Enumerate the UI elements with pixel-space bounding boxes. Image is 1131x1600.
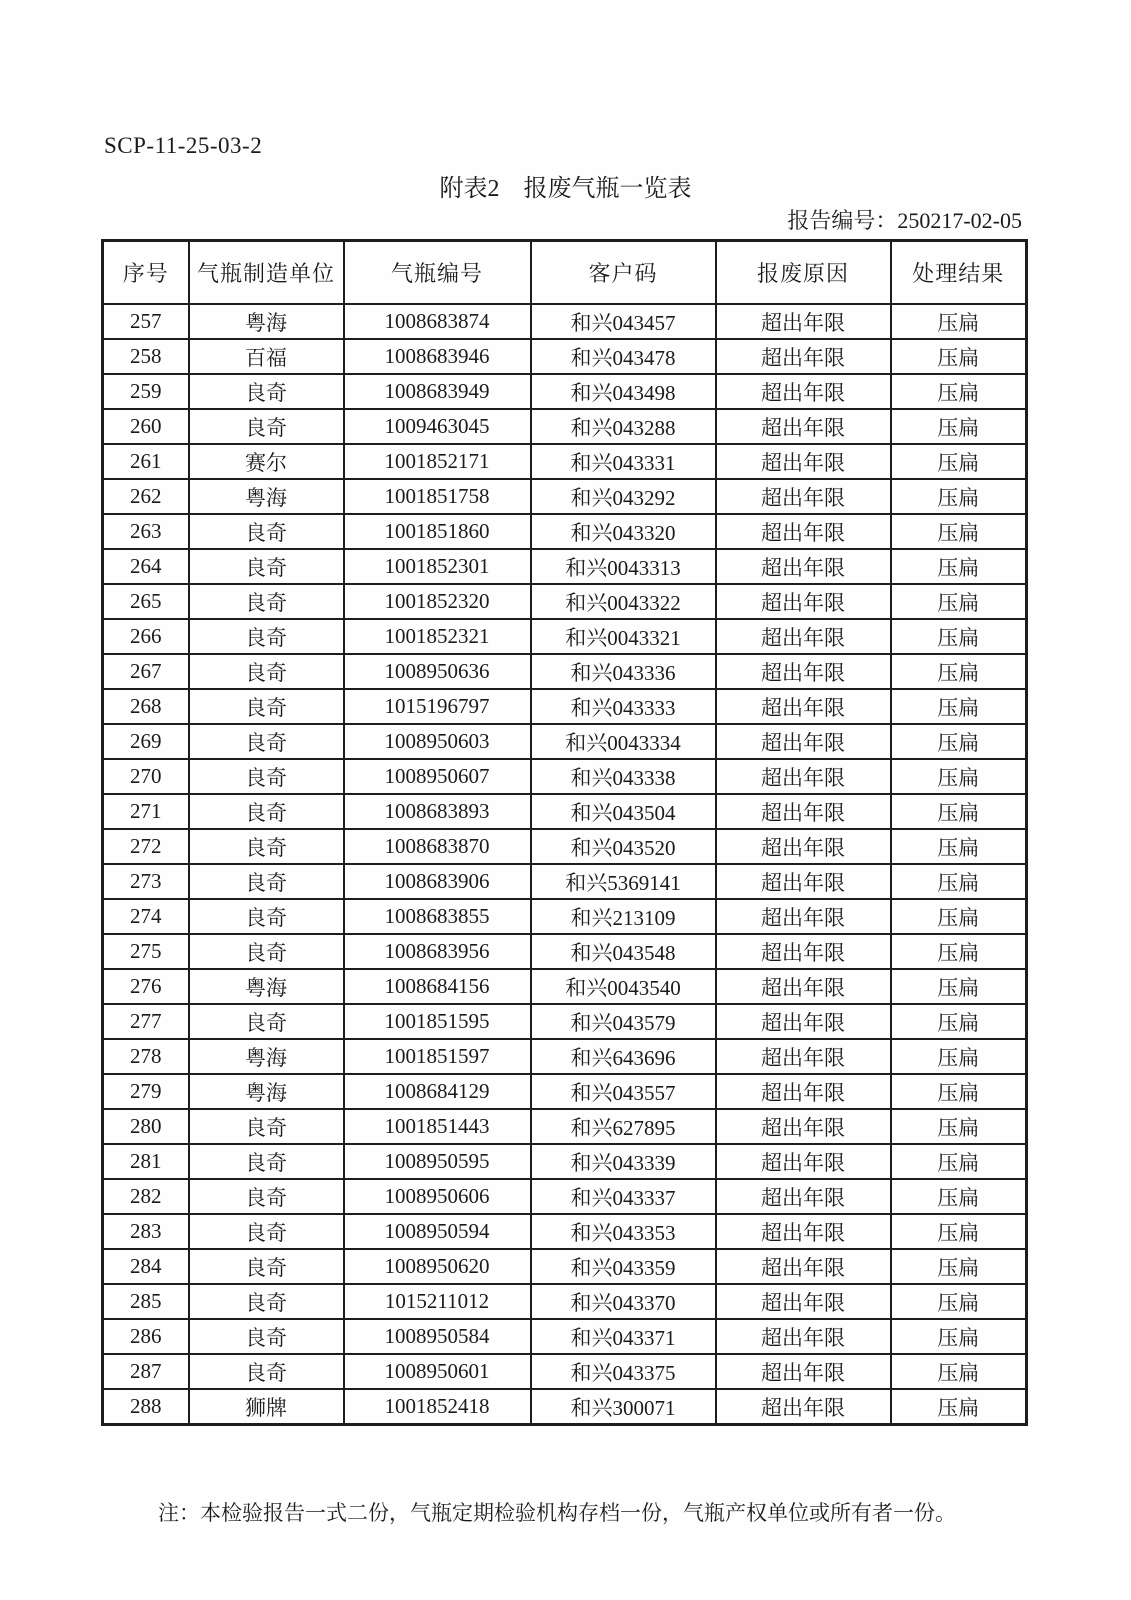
table-header-row	[103, 241, 1027, 305]
table-cell: 压扁	[891, 339, 1027, 374]
table-cell: 超出年限	[716, 1354, 891, 1389]
table-cell: 257	[103, 304, 189, 339]
table-cell: 1008950595	[344, 1144, 531, 1179]
table-cell: 压扁	[891, 1319, 1027, 1354]
table-cell: 良奇	[189, 1319, 344, 1354]
table-cell: 和兴043337	[531, 1179, 716, 1214]
table-cell: 和兴043353	[531, 1214, 716, 1249]
table-body	[103, 304, 1027, 1425]
table-cell: 良奇	[189, 759, 344, 794]
table-cell: 压扁	[891, 584, 1027, 619]
table-cell: 288	[103, 1389, 189, 1425]
table-cell: 和兴043359	[531, 1249, 716, 1284]
table-cell: 287	[103, 1354, 189, 1389]
table-cell: 266	[103, 619, 189, 654]
table-cell: 良奇	[189, 899, 344, 934]
table-row	[103, 899, 1027, 934]
table-cell: 压扁	[891, 759, 1027, 794]
table-cell: 超出年限	[716, 759, 891, 794]
table-cell: 282	[103, 1179, 189, 1214]
table-cell: 压扁	[891, 549, 1027, 584]
table-cell: 压扁	[891, 1249, 1027, 1284]
table-cell: 良奇	[189, 1214, 344, 1249]
table-cell: 1008950620	[344, 1249, 531, 1284]
table-cell: 和兴043498	[531, 374, 716, 409]
table-cell: 和兴0043321	[531, 619, 716, 654]
table-cell: 超出年限	[716, 934, 891, 969]
table-cell: 和兴0043334	[531, 724, 716, 759]
table-cell: 1008683893	[344, 794, 531, 829]
table-cell: 280	[103, 1109, 189, 1144]
table-cell: 良奇	[189, 829, 344, 864]
table-cell: 超出年限	[716, 1319, 891, 1354]
table-cell: 超出年限	[716, 654, 891, 689]
table-cell: 压扁	[891, 794, 1027, 829]
table-cell: 和兴043371	[531, 1319, 716, 1354]
table-cell: 超出年限	[716, 899, 891, 934]
table-cell: 277	[103, 1004, 189, 1039]
table-row	[103, 374, 1027, 409]
table-cell: 和兴0043322	[531, 584, 716, 619]
table-cell: 超出年限	[716, 969, 891, 1004]
table-cell: 278	[103, 1039, 189, 1074]
table-row	[103, 864, 1027, 899]
table-cell: 超出年限	[716, 1389, 891, 1425]
column-header: 报废原因	[716, 241, 891, 305]
table-cell: 压扁	[891, 514, 1027, 549]
table-cell: 超出年限	[716, 1284, 891, 1319]
table-cell: 超出年限	[716, 549, 891, 584]
table-cell: 1008683855	[344, 899, 531, 934]
table-cell: 超出年限	[716, 619, 891, 654]
table-cell: 良奇	[189, 549, 344, 584]
table-row	[103, 1109, 1027, 1144]
table-row	[103, 724, 1027, 759]
table-cell: 和兴627895	[531, 1109, 716, 1144]
table-row	[103, 934, 1027, 969]
report-number-value: 250217-02-05	[897, 208, 1022, 233]
table-row	[103, 1389, 1027, 1425]
table-cell: 良奇	[189, 794, 344, 829]
table-cell: 284	[103, 1249, 189, 1284]
table-cell: 1008950603	[344, 724, 531, 759]
table-cell: 超出年限	[716, 1249, 891, 1284]
table-cell: 压扁	[891, 829, 1027, 864]
table-cell: 285	[103, 1284, 189, 1319]
table-cell: 262	[103, 479, 189, 514]
table-cell: 超出年限	[716, 1004, 891, 1039]
report-number-line	[787, 204, 1022, 235]
table-cell: 261	[103, 444, 189, 479]
table-cell: 超出年限	[716, 794, 891, 829]
footer-note: 注：本检验报告一式二份，气瓶定期检验机构存档一份，气瓶产权单位或所有者一份。	[158, 1501, 956, 1525]
table-cell: 和兴043292	[531, 479, 716, 514]
table-cell: 超出年限	[716, 1074, 891, 1109]
table-row	[103, 1004, 1027, 1039]
table-cell: 1008684156	[344, 969, 531, 1004]
table-cell: 267	[103, 654, 189, 689]
table-cell: 压扁	[891, 724, 1027, 759]
table-cell: 超出年限	[716, 1214, 891, 1249]
table-cell: 1009463045	[344, 409, 531, 444]
table-cell: 良奇	[189, 374, 344, 409]
table-cell: 压扁	[891, 1214, 1027, 1249]
table-cell: 268	[103, 689, 189, 724]
table-cell: 1008683956	[344, 934, 531, 969]
table-cell: 1008684129	[344, 1074, 531, 1109]
table-cell: 1015196797	[344, 689, 531, 724]
table-cell: 1008950594	[344, 1214, 531, 1249]
table-cell: 和兴043457	[531, 304, 716, 339]
table-cell: 压扁	[891, 934, 1027, 969]
table-cell: 压扁	[891, 1179, 1027, 1214]
table-cell: 压扁	[891, 1144, 1027, 1179]
table-cell: 压扁	[891, 969, 1027, 1004]
table-cell: 265	[103, 584, 189, 619]
table-row	[103, 1144, 1027, 1179]
doc-code: SCP-11-25-03-2	[104, 133, 263, 158]
table-cell: 超出年限	[716, 1039, 891, 1074]
table-cell: 275	[103, 934, 189, 969]
table-cell: 和兴0043540	[531, 969, 716, 1004]
table-cell: 超出年限	[716, 374, 891, 409]
table-cell: 1001851860	[344, 514, 531, 549]
table-cell: 超出年限	[716, 1109, 891, 1144]
table-cell: 粤海	[189, 1039, 344, 1074]
table-cell: 压扁	[891, 444, 1027, 479]
table-cell: 和兴043338	[531, 759, 716, 794]
table-cell: 超出年限	[716, 409, 891, 444]
table-row	[103, 1354, 1027, 1389]
table-cell: 283	[103, 1214, 189, 1249]
report-number-label: 报告编号：	[787, 208, 898, 233]
table-cell: 良奇	[189, 1144, 344, 1179]
table-row	[103, 619, 1027, 654]
column-header: 处理结果	[891, 241, 1027, 305]
table-cell: 压扁	[891, 864, 1027, 899]
table-cell: 273	[103, 864, 189, 899]
table-cell: 粤海	[189, 304, 344, 339]
table-cell: 百福	[189, 339, 344, 374]
table-row	[103, 1249, 1027, 1284]
table-row	[103, 759, 1027, 794]
table-cell: 超出年限	[716, 444, 891, 479]
table-cell: 压扁	[891, 1039, 1027, 1074]
table-row	[103, 969, 1027, 1004]
table-cell: 1001852321	[344, 619, 531, 654]
table-cell: 压扁	[891, 304, 1027, 339]
table-cell: 和兴643696	[531, 1039, 716, 1074]
table-cell: 和兴5369141	[531, 864, 716, 899]
table-row	[103, 1039, 1027, 1074]
table-cell: 良奇	[189, 1179, 344, 1214]
table-row	[103, 1284, 1027, 1319]
table-cell: 良奇	[189, 584, 344, 619]
table-cell: 和兴043336	[531, 654, 716, 689]
table-cell: 压扁	[891, 1109, 1027, 1144]
table-cell: 粤海	[189, 1074, 344, 1109]
table-cell: 和兴043320	[531, 514, 716, 549]
table-cell: 压扁	[891, 374, 1027, 409]
table-cell: 赛尔	[189, 444, 344, 479]
table-cell: 粤海	[189, 479, 344, 514]
table-cell: 良奇	[189, 864, 344, 899]
page-title: 附表2 报废气瓶一览表	[439, 176, 692, 202]
table-cell: 超出年限	[716, 689, 891, 724]
table-cell: 和兴043520	[531, 829, 716, 864]
table-cell: 1008950607	[344, 759, 531, 794]
table-row	[103, 479, 1027, 514]
table-cell: 和兴213109	[531, 899, 716, 934]
table-cell: 和兴043333	[531, 689, 716, 724]
table-cell: 压扁	[891, 654, 1027, 689]
column-header: 序号	[103, 241, 189, 305]
table-row	[103, 1319, 1027, 1354]
table-cell: 和兴043579	[531, 1004, 716, 1039]
table-cell: 良奇	[189, 619, 344, 654]
column-header: 气瓶编号	[344, 241, 531, 305]
table-cell: 良奇	[189, 1284, 344, 1319]
table-row	[103, 444, 1027, 479]
table-cell: 1001851758	[344, 479, 531, 514]
table-cell: 超出年限	[716, 864, 891, 899]
table-cell: 超出年限	[716, 1144, 891, 1179]
table-cell: 269	[103, 724, 189, 759]
table-cell: 274	[103, 899, 189, 934]
table-cell: 良奇	[189, 514, 344, 549]
table-cell: 压扁	[891, 1004, 1027, 1039]
table-cell: 281	[103, 1144, 189, 1179]
table-cell: 压扁	[891, 1074, 1027, 1109]
table-row	[103, 794, 1027, 829]
table-cell: 和兴300071	[531, 1389, 716, 1425]
table-cell: 狮牌	[189, 1389, 344, 1425]
table-cell: 1008683949	[344, 374, 531, 409]
table-cell: 271	[103, 794, 189, 829]
table-cell: 压扁	[891, 1284, 1027, 1319]
table-cell: 良奇	[189, 1109, 344, 1144]
table-cell: 286	[103, 1319, 189, 1354]
table-cell: 276	[103, 969, 189, 1004]
table-cell: 1008683870	[344, 829, 531, 864]
table-cell: 258	[103, 339, 189, 374]
table-cell: 279	[103, 1074, 189, 1109]
table-cell: 270	[103, 759, 189, 794]
table-cell: 压扁	[891, 479, 1027, 514]
table-cell: 1008683874	[344, 304, 531, 339]
table-cell: 和兴043370	[531, 1284, 716, 1319]
table-cell: 压扁	[891, 1354, 1027, 1389]
table-cell: 良奇	[189, 1249, 344, 1284]
table-cell: 1001851597	[344, 1039, 531, 1074]
table-cell: 超出年限	[716, 584, 891, 619]
table-cell: 良奇	[189, 409, 344, 444]
table-row	[103, 304, 1027, 339]
table-row	[103, 689, 1027, 724]
table-row	[103, 514, 1027, 549]
table-cell: 良奇	[189, 1354, 344, 1389]
table-cell: 超出年限	[716, 829, 891, 864]
table-cell: 和兴043504	[531, 794, 716, 829]
table-row	[103, 1214, 1027, 1249]
column-header: 客户码	[531, 241, 716, 305]
scrapped-cylinder-table	[101, 239, 1028, 1426]
table-cell: 超出年限	[716, 724, 891, 759]
table-row	[103, 654, 1027, 689]
table-row	[103, 829, 1027, 864]
table-cell: 和兴043331	[531, 444, 716, 479]
table-cell: 259	[103, 374, 189, 409]
table-row	[103, 339, 1027, 374]
table-cell: 1001852320	[344, 584, 531, 619]
table-cell: 和兴043548	[531, 934, 716, 969]
table-cell: 260	[103, 409, 189, 444]
table-cell: 263	[103, 514, 189, 549]
table-cell: 1015211012	[344, 1284, 531, 1319]
table-cell: 压扁	[891, 409, 1027, 444]
table-cell: 1008950584	[344, 1319, 531, 1354]
table-cell: 1008950601	[344, 1354, 531, 1389]
table-cell: 1008950606	[344, 1179, 531, 1214]
table-cell: 良奇	[189, 1004, 344, 1039]
table-cell: 压扁	[891, 1389, 1027, 1425]
column-header: 气瓶制造单位	[189, 241, 344, 305]
table-cell: 良奇	[189, 724, 344, 759]
table-cell: 1001852301	[344, 549, 531, 584]
table-cell: 272	[103, 829, 189, 864]
table-cell: 1008683906	[344, 864, 531, 899]
table-cell: 压扁	[891, 689, 1027, 724]
table-cell: 1001852171	[344, 444, 531, 479]
table-row	[103, 549, 1027, 584]
table-cell: 压扁	[891, 619, 1027, 654]
table-cell: 和兴0043313	[531, 549, 716, 584]
table-cell: 1008683946	[344, 339, 531, 374]
table-cell: 和兴043375	[531, 1354, 716, 1389]
table-cell: 1001852418	[344, 1389, 531, 1425]
table-cell: 压扁	[891, 899, 1027, 934]
table-cell: 1001851443	[344, 1109, 531, 1144]
table-cell: 264	[103, 549, 189, 584]
table-cell: 1008950636	[344, 654, 531, 689]
table-cell: 粤海	[189, 969, 344, 1004]
table-cell: 超出年限	[716, 1179, 891, 1214]
table-cell: 1001851595	[344, 1004, 531, 1039]
table-cell: 良奇	[189, 934, 344, 969]
table-cell: 和兴043478	[531, 339, 716, 374]
table-row	[103, 584, 1027, 619]
table-row	[103, 1074, 1027, 1109]
table-cell: 和兴043288	[531, 409, 716, 444]
table-cell: 超出年限	[716, 514, 891, 549]
table-cell: 超出年限	[716, 304, 891, 339]
table-cell: 良奇	[189, 654, 344, 689]
table-cell: 和兴043557	[531, 1074, 716, 1109]
table-cell: 超出年限	[716, 479, 891, 514]
table-row	[103, 1179, 1027, 1214]
table-cell: 超出年限	[716, 339, 891, 374]
table-cell: 良奇	[189, 689, 344, 724]
table-cell: 和兴043339	[531, 1144, 716, 1179]
table-row	[103, 409, 1027, 444]
